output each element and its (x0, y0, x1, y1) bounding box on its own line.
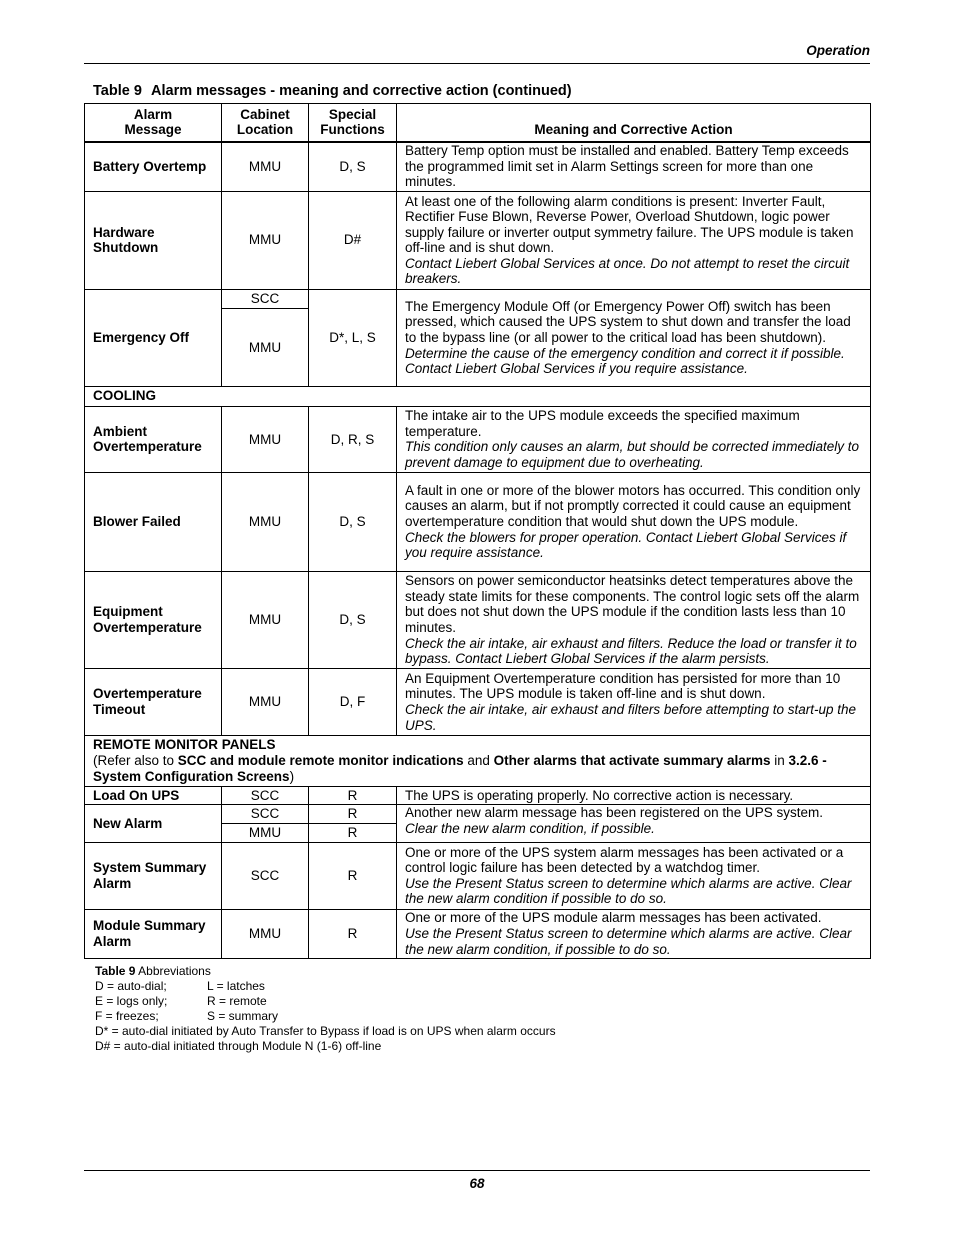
table-row (85, 571, 871, 669)
cabinet-location: MMU (222, 909, 309, 958)
table-row (85, 142, 871, 191)
alarm-message: Emergency Off (85, 290, 222, 387)
special-functions: D, F (309, 669, 397, 735)
alarm-message: Ambient Overtemperature (85, 406, 222, 472)
table-title: Alarm messages - meaning and corrective action (continued) (151, 83, 572, 99)
section-header-remote-monitor-panels (85, 735, 871, 786)
cabinet-location: MMU (222, 142, 309, 191)
table-row (85, 290, 871, 309)
meaning-text: A fault in one or more of the blower motors has occurred. This condition only causes an alarm, but if not promptly corrected it could cause an equipment overtemperature condition that would shut down the UPS module. (405, 482, 861, 530)
table-row (85, 909, 871, 958)
table-number: Table 9 (93, 83, 142, 99)
meaning-action (397, 473, 871, 572)
meaning-action (397, 290, 871, 387)
corrective-action-text: Check the blowers for proper operation. Contact Liebert Global Services if you require assistance. (405, 529, 847, 561)
meaning-action (397, 909, 871, 958)
meaning-text: One or more of the UPS module alarm messages has been activated. (405, 910, 822, 926)
special-functions: R (309, 843, 397, 909)
meaning-text: One or more of the UPS system alarm messages has been activated or a control logic failure has been detected by a watchdog timer. (405, 844, 844, 876)
meaning-action (397, 406, 871, 472)
meaning-text: The Emergency Module Off (or Emergency Power Off) switch has been pressed, which caused the UPS system to shut down and transfer the load to the bypass line (or all power to the critical load has been shutdown). (405, 298, 851, 346)
special-functions: R (309, 824, 397, 843)
corrective-action-text: Contact Liebert Global Services at once. Do not attempt to reset the circuit breakers. (405, 255, 850, 287)
abbreviations-note (95, 964, 556, 1054)
special-functions: D*, L, S (309, 290, 397, 387)
table-header-row (85, 104, 871, 142)
abbreviation-line: D# = auto-dial initiated through Module N (1-6) off-line (95, 1039, 382, 1053)
abbreviation-line: E = logs only; R = remote (95, 994, 267, 1008)
meaning-action (397, 571, 871, 669)
corrective-action-text: This condition only causes an alarm, but should be corrected immediately to prevent damage to equipment due to overheating. (405, 439, 859, 470)
alarm-message: Load On UPS (85, 786, 222, 804)
meaning-action (397, 142, 871, 191)
column-header-alarm-message: Alarm Message (85, 104, 222, 142)
meaning-action (397, 669, 871, 735)
table-caption (93, 83, 572, 99)
meaning-action (397, 804, 871, 842)
table-row (85, 406, 871, 472)
special-functions: D# (309, 191, 397, 290)
abbreviation-line: D = auto-dial; L = latches (95, 979, 265, 993)
page-number: 68 (469, 1176, 485, 1191)
alarm-message: Module Summary Alarm (85, 909, 222, 958)
alarm-message: Blower Failed (85, 473, 222, 572)
column-header-cabinet-location: Cabinet Location (222, 104, 309, 142)
cabinet-location: SCC (222, 843, 309, 909)
section-row (85, 386, 871, 406)
table-row (85, 786, 871, 804)
section-header-cooling: COOLING (85, 386, 871, 406)
meaning-text: The intake air to the UPS module exceeds the specified maximum temperature. (405, 408, 800, 439)
cabinet-location: MMU (222, 191, 309, 290)
section-title: REMOTE MONITOR PANELS (93, 737, 276, 753)
corrective-action-text: Use the Present Status screen to determine which alarms are active. Clear the new alarm condition, if possible to do so. (405, 925, 852, 957)
column-header-special-functions: Special Functions (309, 104, 397, 142)
meaning-action (397, 191, 871, 290)
meaning-text: An Equipment Overtemperature condition has persisted for more than 10 minutes. The UPS module is taken off-line and is shut down. (405, 670, 841, 702)
corrective-action-text: Check the air intake, air exhaust and filters. Reduce the load or transfer it to bypass. Contact Liebert Global Services if the alarm persists. (405, 635, 857, 667)
corrective-action-text: Use the Present Status screen to determine which alarms are active. Clear the new alarm condition if possible to do so. (405, 875, 852, 907)
cabinet-location: MMU (222, 309, 309, 386)
abbreviation-line: F = freezes; S = summary (95, 1009, 279, 1023)
alarm-message: Battery Overtemp (85, 142, 222, 191)
abbreviation-line: D* = auto-dial initiated by Auto Transfer to Bypass if load is on UPS when alarm occurs (95, 1024, 556, 1038)
table-row (85, 473, 871, 572)
special-functions: D, R, S (309, 406, 397, 472)
meaning-action (397, 843, 871, 909)
special-functions: D, S (309, 142, 397, 191)
alarm-message: New Alarm (85, 804, 222, 842)
meaning-action (397, 786, 871, 804)
cabinet-location: MMU (222, 571, 309, 669)
meaning-text: The UPS is operating properly. No corrective action is necessary. (405, 787, 794, 803)
corrective-action-text: Check the air intake, air exhaust and filters before attempting to start-up the UPS. (405, 701, 856, 733)
column-header-meaning: Meaning and Corrective Action (397, 104, 871, 142)
footer-divider (84, 1170, 870, 1171)
table-row (85, 669, 871, 735)
cabinet-location: MMU (222, 473, 309, 572)
cabinet-location: MMU (222, 406, 309, 472)
section-row (85, 735, 871, 786)
special-functions: R (309, 786, 397, 804)
special-functions: D, S (309, 571, 397, 669)
table-row (85, 843, 871, 909)
cabinet-location: SCC (222, 290, 309, 309)
special-functions: R (309, 909, 397, 958)
corrective-action-text: Determine the cause of the emergency condition and correct it if possible. Contact Liebert Global Services if you require assistance. (405, 345, 845, 377)
meaning-text: Sensors on power semiconductor heatsinks detect temperatures above the steady state limits for these components. The control logic sets off the alarm but does not shut down the UPS module if the condition lasts less than 10 minutes. (405, 573, 860, 635)
alarm-message: Overtemperature Timeout (85, 669, 222, 735)
special-functions: R (309, 804, 397, 823)
special-functions: D, S (309, 473, 397, 572)
cabinet-location: SCC (222, 804, 309, 823)
corrective-action-text: Clear the new alarm condition, if possible. (405, 820, 655, 836)
cabinet-location: MMU (222, 669, 309, 735)
cabinet-location: MMU (222, 824, 309, 843)
running-header: Operation (84, 43, 870, 64)
cabinet-location: SCC (222, 786, 309, 804)
table-row (85, 191, 871, 290)
table-row (85, 804, 871, 823)
alarm-message: System Summary Alarm (85, 843, 222, 909)
meaning-text: Battery Temp option must be installed and enabled. Battery Temp exceeds the programmed limit set in Alarm Settings screen for more than one minutes. (405, 143, 849, 190)
alarm-message: Equipment Overtemperature (85, 571, 222, 669)
section-reference: (Refer also to SCC and module remote monitor indications and Other alarms that activate summary alarms in 3.2.6 - System Configuration Screens) (93, 752, 827, 784)
meaning-text: Another new alarm message has been registered on the UPS system. (405, 804, 823, 820)
alarm-messages-table (84, 103, 871, 959)
meaning-text: At least one of the following alarm conditions is present: Inverter Fault, Rectifier Fuse Blown, Reverse Power, Overload Shutdown, logic power supply failure or inverter output symmetry failure. The UPS module is taken off-line and is shut down. (405, 193, 854, 256)
abbreviations-title: Table 9 Abbreviations (95, 964, 211, 978)
alarm-message: Hardware Shutdown (85, 191, 222, 290)
